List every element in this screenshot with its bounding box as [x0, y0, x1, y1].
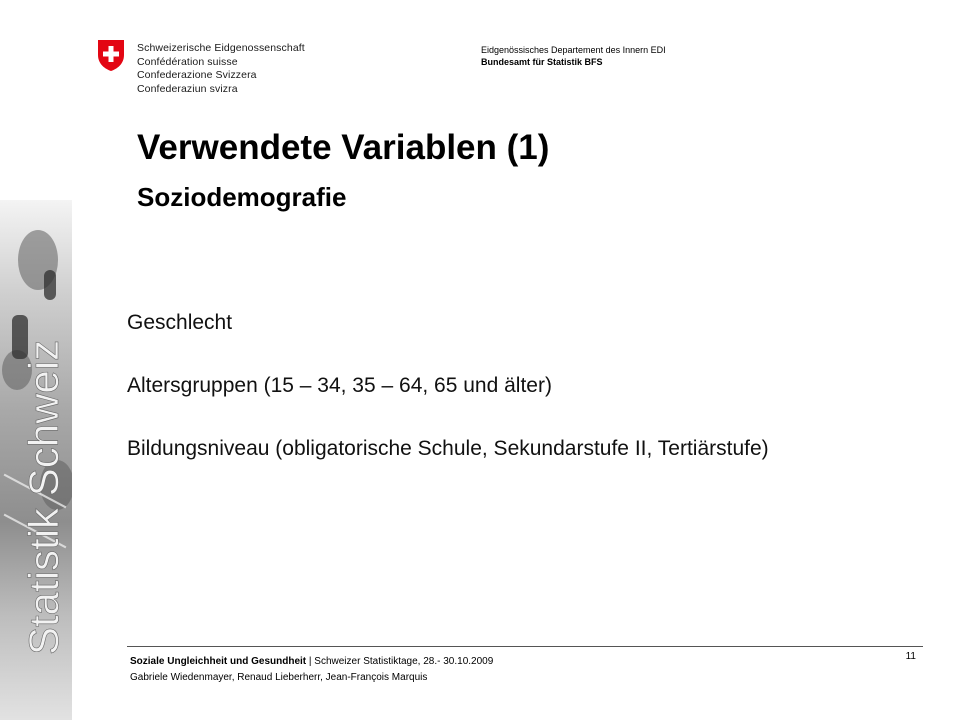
footer-event — [130, 656, 493, 667]
list-item: Altersgruppen (15 – 34, 35 – 64, 65 und älter) — [127, 374, 552, 397]
footer-divider — [127, 646, 923, 647]
page-number: 11 — [905, 651, 916, 662]
swiss-coat-of-arms-icon — [96, 38, 126, 72]
side-photo-strip — [0, 200, 72, 720]
office-name: Bundesamt für Statistik BFS — [481, 57, 603, 67]
footer-event-title: Soziale Ungleichheit und Gesundheit — [130, 656, 307, 667]
slide-title: Verwendete Variablen (1) — [137, 128, 550, 167]
conf-name-fr: Confédération suisse — [137, 55, 238, 68]
statistik-schweiz-brand — [0, 200, 72, 720]
list-item: Bildungsniveau (obligatorische Schule, Sekundarstufe II, Tertiärstufe) — [127, 437, 769, 460]
conf-name-de: Schweizerische Eidgenossenschaft — [137, 42, 305, 54]
footer-event-details: | Schweizer Statistiktage, 28.- 30.10.2009 — [306, 656, 494, 667]
slide-subtitle: Soziodemografie — [137, 182, 347, 212]
list-item: Geschlecht — [127, 311, 233, 334]
confederation-names — [137, 42, 305, 96]
department-block — [481, 44, 666, 68]
brand-label: Statistik Schweiz — [20, 339, 67, 655]
department-name: Eidgenössisches Departement des Innern EDI — [481, 45, 666, 55]
footer-authors: Gabriele Wiedenmayer, Renaud Lieberherr, Jean-François Marquis — [130, 672, 428, 683]
slide-body — [127, 306, 917, 495]
conf-name-it: Confederazione Svizzera — [137, 69, 257, 81]
conf-name-rm: Confederaziun svizra — [137, 82, 238, 95]
